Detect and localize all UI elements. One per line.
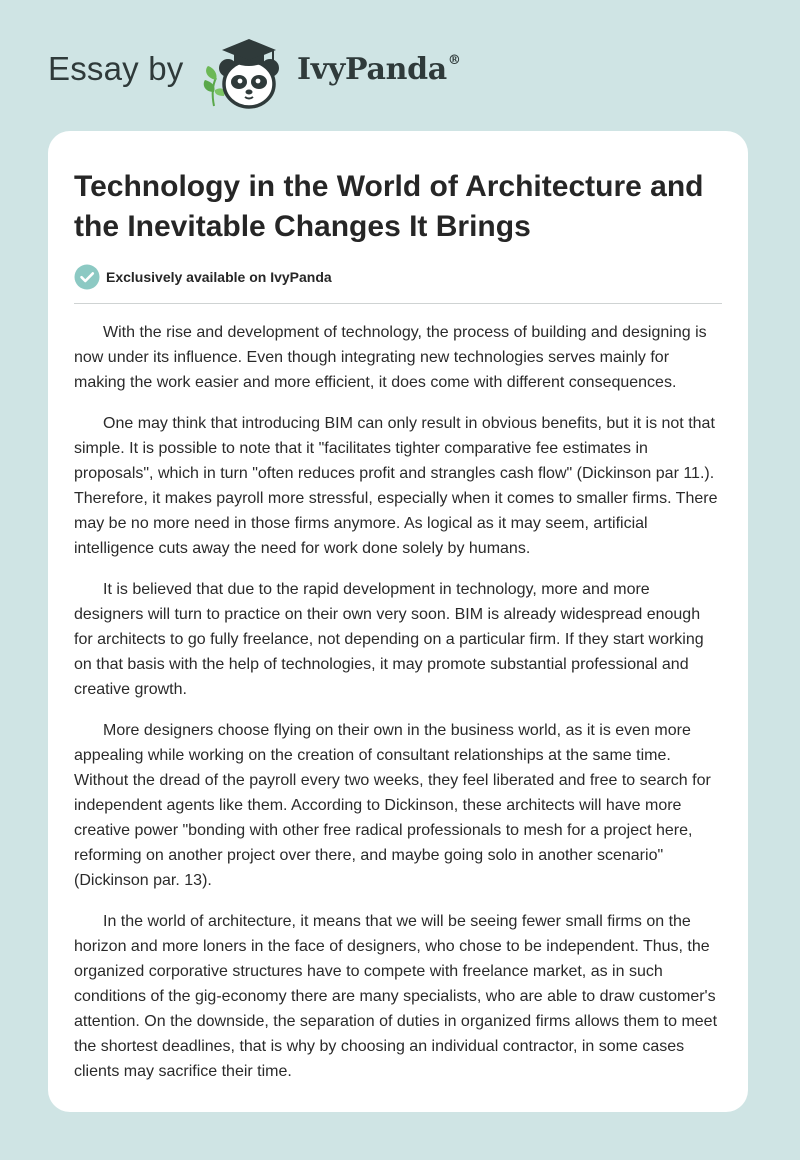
essay-card [48, 131, 748, 1112]
exclusive-badge-label: Exclusively available on IvyPanda [106, 269, 332, 285]
panda-graduate-icon[interactable] [200, 34, 292, 112]
essay-paragraph: With the rise and development of technology, the process of building and designing is now under its influence. Even though integrating new technologies serves mainly for making the work easier and more efficient, it does come with different consequences. [74, 324, 707, 391]
title-divider [74, 303, 722, 304]
essay-paragraph: More designers choose flying on their own in the business world, as it is even more appealing while working on the creation of consultant relationships at the same time. Without the dread of the payroll every two weeks, they feel liberated and free to search for independent agents like them. According to Dickinson, these architects will have more creative power "bonding with other free radical professionals to mesh for a project here, reforming on another project over there, and maybe going solo in another scenario" (Dickinson par. 13). [74, 722, 711, 889]
check-circle-icon [74, 264, 100, 290]
essay-title: Technology in the World of Architecture and the Inevitable Changes It Brings [74, 170, 704, 243]
essay-body [74, 320, 722, 1100]
essay-paragraph: It is believed that due to the rapid development in technology, more and more designers will turn to practice on their own very soon. BIM is already widespread enough for architects to go fully freelance, not depending on a particular firm. If they start working on that basis with the help of technologies, it may promote substantial professional and creative growth. [74, 581, 704, 698]
essay-paragraph: One may think that introducing BIM can only result in obvious benefits, but it is not that simple. It is possible to note that it "facilitates tighter comparative fee estimates in proposals", which in turn "often reduces profit and strangles cash flow" (Dickinson par 11.). Therefore, it makes payroll more stressful, especially when it comes to smaller firms. There may be no more need in those firms anymore. As logical as it may seem, artificial intelligence cuts away the need for work done solely by humans. [74, 415, 718, 557]
registered-mark: ® [447, 53, 461, 68]
exclusive-badge [74, 264, 332, 290]
site-header [0, 0, 800, 130]
brand-name-text: IvyPanda [297, 52, 447, 87]
brand-name[interactable] [297, 52, 461, 87]
essay-paragraph: In the world of architecture, it means that we will be seeing fewer small firms on the horizon and more loners in the face of designers, who chose to be independent. Thus, the organized corporative structures have to compete with freelance market, as in such conditions of the gig-economy there are many specialists, who are able to draw customer's attention. On the downside, the separation of duties in organized firms allows them to meet the shortest deadlines, that is why by choosing an individual contractor, in some cases clients may sacrifice their time. [74, 913, 718, 1080]
essay-by-label: Essay by [48, 50, 184, 87]
